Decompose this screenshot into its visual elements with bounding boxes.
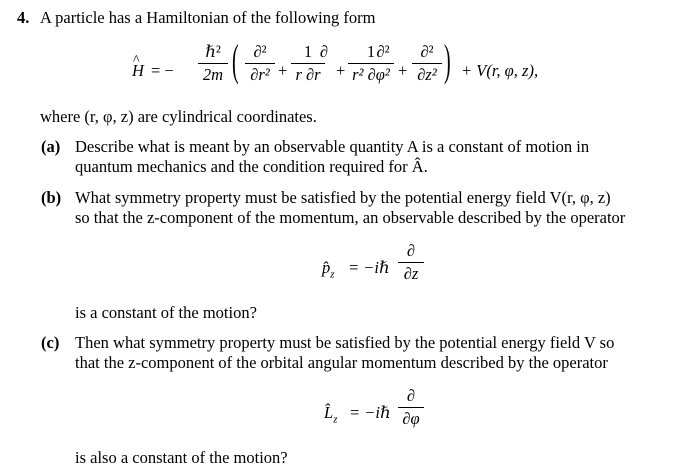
part-a-label: (a) (41, 137, 61, 156)
part-c-line2: that the z-component of the orbital angular momentum described by the operator (75, 353, 608, 372)
equals-minus: = − (151, 61, 174, 80)
d-numerator: ∂ (319, 42, 329, 61)
plus-2: + (336, 61, 346, 80)
part-a-line1: Describe what is meant by an observable quantity A is a constant of motion in (75, 137, 590, 156)
where-line: where (r, φ, z) are cylindrical coordinates. (40, 107, 317, 126)
lz-operator: $L̂_z$ (324, 403, 338, 426)
d2-dz2-fraction: ∂² ∂z² (412, 44, 442, 83)
d2-numerator: ∂² (376, 42, 390, 61)
one-over-r-dr-fraction: 1 r ∂r (291, 44, 325, 83)
problem-intro: A particle has a Hamiltonian of the following form (40, 8, 376, 27)
part-b-line2: so that the z-component of the momentum, an observable described by the operator (75, 208, 626, 227)
d-dphi-fraction: ∂ ∂φ (398, 388, 424, 427)
part-c-followup: is also a constant of the motion? (75, 448, 288, 467)
pz-operator: $p̂_z$ (322, 258, 335, 281)
part-a-line2: quantum mechanics and the condition required for Â. (75, 157, 428, 176)
problem-number: 4. (17, 8, 30, 27)
d2-dr2-fraction: ∂² ∂r² (245, 44, 275, 83)
d-dz-fraction: ∂ ∂z (398, 243, 424, 282)
one-over-r2-dphi2-fraction: 1 r² ∂φ² (348, 44, 394, 83)
pz-equals: = −iℏ (348, 258, 390, 277)
part-b-line1: What symmetry property must be satisfied by the potential energy field V(r, φ, z) (75, 188, 611, 207)
plus-3: + (398, 61, 408, 80)
lz-equals: = −iℏ (349, 403, 391, 422)
left-paren: ( (232, 37, 239, 87)
potential-term: + V(r, φ, z), (461, 61, 539, 80)
hbar-over-2m-fraction: ℏ² 2m (198, 44, 228, 83)
part-b-label: (b) (41, 188, 62, 207)
right-paren: ) (444, 37, 451, 87)
part-b-followup: is a constant of the motion? (75, 303, 257, 322)
hamiltonian-lhs: ^ H (132, 63, 144, 80)
part-c-label: (c) (41, 333, 60, 352)
plus-1: + (278, 61, 288, 80)
part-c-line1: Then what symmetry property must be satisfied by the potential energy field V so (75, 333, 615, 352)
